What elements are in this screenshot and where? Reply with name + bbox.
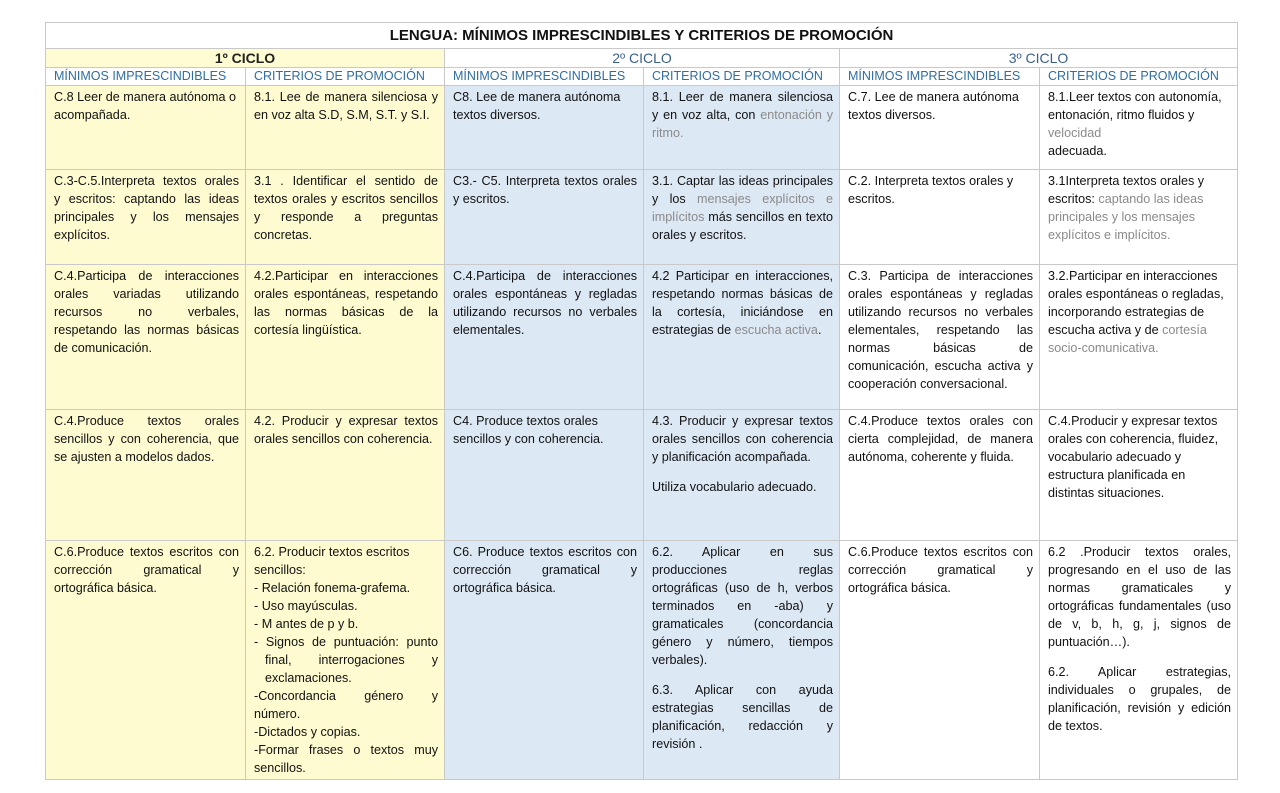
subheader-criterios-2: CRITERIOS DE PROMOCIÓN (644, 68, 840, 86)
cell-c3-criterio (1040, 541, 1238, 780)
table-row (46, 86, 1238, 170)
list-item: - Signos de puntuación: punto final, interrogaciones y exclamaciones. (254, 635, 438, 685)
criterio-text: 6.2 .Producir textos orales, progresando en el uso de las normas gramaticales y ortográficas fundamentales (uso de v, b, h, g, j, signos de puntuación…). (1048, 545, 1232, 649)
criterio-text: más sencillos en texto orales y escritos. (652, 210, 833, 242)
list-item: -Formar frases o textos muy sencillos. (254, 743, 438, 775)
cell-c2-criterio (644, 541, 840, 780)
cell-c3-criterio: C.4.Producir y expresar textos orales con coherencia, fluidez, vocabulario adecuado y estructura planificada en distintas situaciones. (1040, 410, 1238, 541)
cell-c1-criterio: 8.1. Lee de manera silenciosa y en voz alta S.D, S.M, S.T. y S.I. (246, 86, 445, 170)
criterio-text: 3.2.Participar en interacciones orales espontáneas o regladas, incorporando estrategias de escucha activa y de (1048, 269, 1224, 337)
cell-c1-minimo: C.4.Produce textos orales sencillos y con coherencia, que se ajusten a modelos dados. (46, 410, 246, 541)
spacer (1048, 651, 1231, 663)
criterio-list (254, 579, 438, 687)
cell-c3-minimo: C.2. Interpreta textos orales y escritos. (840, 170, 1040, 265)
cell-c2-minimo: C3.- C5. Interpreta textos orales y escritos. (445, 170, 644, 265)
cell-c2-minimo: C4. Produce textos orales sencillos y con coherencia. (445, 410, 644, 541)
criterio-highlight: entonación y ritmo. (652, 108, 833, 140)
cycle-1-header: 1º CICLO (46, 49, 445, 68)
cell-c2-criterio (644, 410, 840, 541)
cell-c2-minimo: C6. Produce textos escritos con corrección gramatical y ortográfica básica. (445, 541, 644, 780)
table-row (46, 541, 1238, 780)
criterio-text: 6.2. Aplicar en sus producciones reglas ortográficas (uso de h, verbos terminados en -aba) y gramaticales (concordancia género y número, tiempos verbales). (652, 545, 833, 667)
criterio-text: adecuada. (1048, 144, 1107, 158)
criterio-text: 8.1.Leer textos con autonomía, entonación, ritmo fluidos y (1048, 90, 1222, 122)
criteria-table (45, 22, 1238, 780)
criterio-highlight: captando las ideas principales y los mensajes explícitos e implícitos. (1048, 192, 1204, 242)
spacer (652, 466, 833, 478)
table-row (46, 265, 1238, 410)
criterio-text: 6.2. Producir textos escritos sencillos: (254, 545, 410, 577)
list-item: - Uso mayúsculas. (254, 599, 358, 613)
table-row (46, 170, 1238, 265)
subheader-criterios-1: CRITERIOS DE PROMOCIÓN (246, 68, 445, 86)
criterio-highlight: velocidad (1048, 126, 1102, 140)
document-table-wrapper (45, 22, 1237, 780)
subheader-minimos-3: MÍNIMOS IMPRESCINDIBLES (840, 68, 1040, 86)
cell-c1-minimo: C.8 Leer de manera autónoma o acompañada. (46, 86, 246, 170)
criterio-text: 6.2. Aplicar estrategias, individuales o grupales, de planificación, revisión y edición de textos. (1048, 665, 1232, 733)
criterio-highlight: cortesía socio-comunicativa. (1048, 323, 1207, 355)
cell-c3-minimo: C.7. Lee de manera autónoma textos diversos. (840, 86, 1040, 170)
cell-c2-criterio (644, 86, 840, 170)
table-row (46, 410, 1238, 541)
cell-c3-minimo: C.4.Produce textos orales con cierta complejidad, de manera autónoma, coherente y fluida. (840, 410, 1040, 541)
list-item: -Concordancia género y número. (254, 689, 438, 721)
cell-c1-minimo: C.6.Produce textos escritos con corrección gramatical y ortográfica básica. (46, 541, 246, 780)
list-item: - M antes de p y b. (254, 617, 359, 631)
criterio-highlight: mensajes explícitos e implícitos (652, 192, 833, 224)
cell-c1-criterio: 4.2. Producir y expresar textos orales sencillos con coherencia. (246, 410, 445, 541)
cell-c3-minimo: C.3. Participa de interacciones orales espontáneas y regladas utilizando recursos no verbales elementales, respetando las normas básicas de comunicación, escucha activa y cooperación conversacional. (840, 265, 1040, 410)
cell-c2-minimo: C8. Lee de manera autónoma textos diversos. (445, 86, 644, 170)
criterio-text: . (817, 323, 822, 337)
criterio-text: 6.3. Aplicar con ayuda estrategias sencillas de planificación, redacción y revisión . (652, 683, 833, 751)
list-item: - Relación fonema-grafema. (254, 581, 411, 595)
cell-c1-criterio: 4.2.Participar en interacciones orales espontáneas, respetando las normas básicas de la cortesía lingüística. (246, 265, 445, 410)
cell-c2-criterio (644, 265, 840, 410)
spacer (652, 669, 833, 681)
subheader-minimos-2: MÍNIMOS IMPRESCINDIBLES (445, 68, 644, 86)
cell-c1-minimo: C.3-C.5.Interpreta textos orales y escritos: captando las ideas principales y los mensajes explícitos. (46, 170, 246, 265)
cell-c3-criterio (1040, 170, 1238, 265)
criterio-text: 4.3. Producir y expresar textos orales sencillos con coherencia y planificación acompañada. (652, 414, 833, 464)
cell-c1-criterio: 3.1 . Identificar el sentido de textos orales y escritos sencillos y responde a preguntas concretas. (246, 170, 445, 265)
cell-c1-criterio (246, 541, 445, 780)
cell-c2-criterio (644, 170, 840, 265)
criterio-text: 3.1. Captar las ideas principales y los (652, 174, 833, 206)
subheader-minimos-1: MÍNIMOS IMPRESCINDIBLES (46, 68, 246, 86)
criterio-text: 8.1. Leer de manera silenciosa y en voz alta, con (652, 90, 833, 122)
cycle-3-header: 3º CICLO (840, 49, 1238, 68)
cell-c2-minimo: C.4.Participa de interacciones orales espontáneas y regladas utilizando recursos no verbales elementales. (445, 265, 644, 410)
cell-c3-minimo: C.6.Produce textos escritos con corrección gramatical y ortográfica básica. (840, 541, 1040, 780)
cycle-2-header: 2º CICLO (445, 49, 840, 68)
list-item: -Dictados y copias. (254, 725, 361, 739)
criterio-text: 4.2 Participar en interacciones, respetando normas básicas de la cortesía, iniciándose en estrategias de (652, 269, 833, 337)
cell-c1-minimo: C.4.Participa de interacciones orales variadas utilizando recursos no verbales, respetando las normas básicas de comunicación. (46, 265, 246, 410)
cell-c3-criterio (1040, 86, 1238, 170)
table-title: LENGUA: MÍNIMOS IMPRESCINDIBLES Y CRITERIOS DE PROMOCIÓN (46, 23, 1238, 49)
cell-c3-criterio (1040, 265, 1238, 410)
criterio-text: Utiliza vocabulario adecuado. (652, 480, 817, 494)
criterio-text: 3.1Interpreta textos orales y escritos: (1048, 174, 1205, 206)
criterio-highlight: escucha activa (734, 323, 818, 337)
subheader-criterios-3: CRITERIOS DE PROMOCIÓN (1040, 68, 1238, 86)
